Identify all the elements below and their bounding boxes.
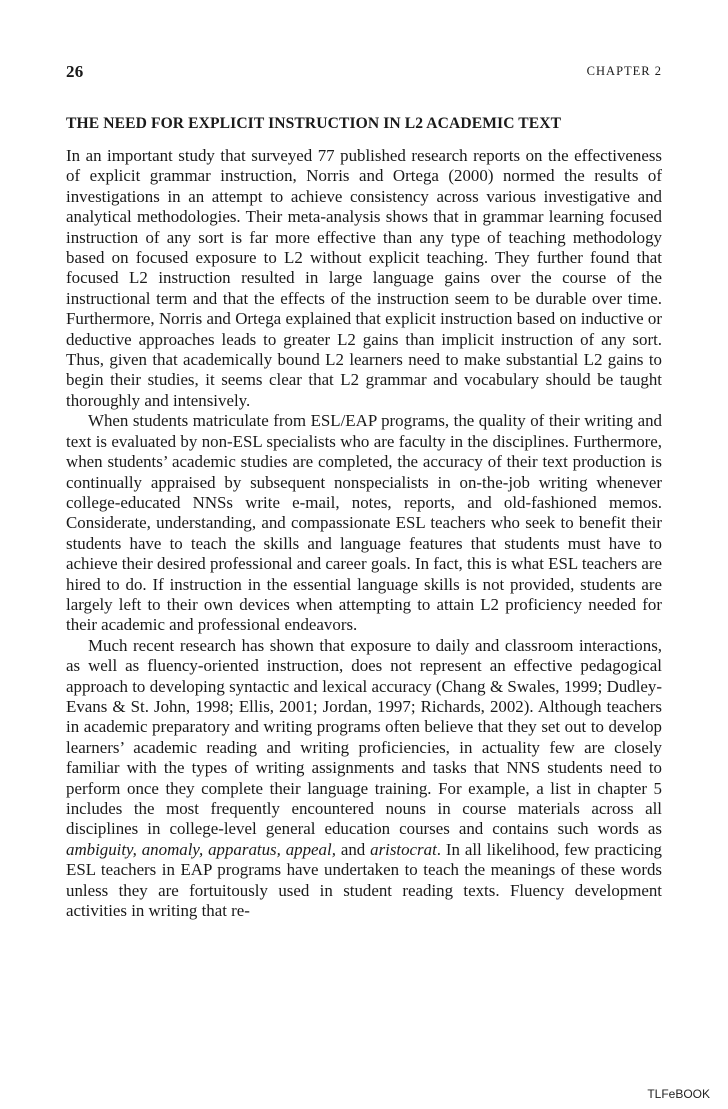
section-heading: THE NEED FOR EXPLICIT INSTRUCTION IN L2 ACADEMIC TEXT: [66, 115, 562, 132]
paragraph-1: In an important study that surveyed 77 published research reports on the effectiveness of explicit grammar instruction, Norris and Ortega (2000) normed the results of investigations in an attempt to achieve consistency across various investigative and analytical methodologies. Their meta-analysis shows that in grammar learning focused instruction of any sort is far more effective than any type of teaching methodology based on focused exposure to L2 without explicit teaching. They further found that focused L2 instruction resulted in large language gains over the course of the instructional term and that the effects of the instruction seem to be durable over time. Furthermore, Norris and Ortega explained that explicit instruction based on inductive or deductive approaches leads to greater L2 gains than implicit instruction of any sort. Thus, given that academically bound L2 learners need to make substantial L2 gains to begin their studies, it seems clear that L2 grammar and vocabulary should be taught thoroughly and intensively.: [66, 146, 662, 410]
footer-tag: TLFeBOOK: [647, 1087, 710, 1101]
page-header: [66, 62, 662, 82]
paragraph-3: [66, 636, 662, 922]
paragraph-3-italic-last-term: aristocrat: [370, 839, 437, 859]
paragraph-3-conjunction: and: [340, 839, 366, 859]
paragraph-3-text-a: Much recent research has shown that exposure to daily and classroom interactions, as well as fluency-oriented instruction, does not represent an effective pedagogical approach to developing syntactic and lexical accuracy (Chang & Swales, 1999; Dudley-Evans & St. John, 1998; Ellis, 2001; Jordan, 1997; Richards, 2002). Although teachers in academic preparatory and writing programs often believe that they set out to develop learners’ academic reading and writing proficiencies, in actuality few are closely familiar with the types of writing assignments and tasks that NNS students need to perform once they complete their language training. For example, a list in chapter 5 includes the most frequently encountered nouns in course materials across all disciplines in college-level general education courses and contains such words as: [66, 635, 662, 839]
running-head: CHAPTER 2: [586, 64, 662, 78]
paragraph-2: When students matriculate from ESL/EAP programs, the quality of their writing and text is evaluated by non-ESL specialists who are faculty in the disciplines. Furthermore, when students’ academic studies are completed, the accuracy of their text production is continually appraised by subsequent nonspecialists in on-the-job writing whenever college-educated NNSs write e-mail, notes, reports, and old-fashioned memos. Considerate, understanding, and compassionate ESL teachers who seek to benefit their students have to teach the skills and language features that students must have to achieve their desired professional and career goals. In fact, this is what ESL teachers are hired to do. If instruction in the essential language skills is not provided, students are largely left to their own devices when attempting to attain L2 proficiency needed for their academic and professional endeavors.: [66, 411, 662, 635]
paragraph-3-text-b: . In all likelihood, few practicing ESL teachers in EAP programs have undertaken to teach the meanings of these words unless they are fortuitously used in student reading texts. Fluency development activities in writing that re-: [66, 839, 662, 921]
page-number: 26: [66, 62, 84, 81]
paragraph-3-italic-terms: ambiguity, anomaly, apparatus, appeal,: [66, 839, 336, 859]
body-text: [66, 146, 662, 921]
